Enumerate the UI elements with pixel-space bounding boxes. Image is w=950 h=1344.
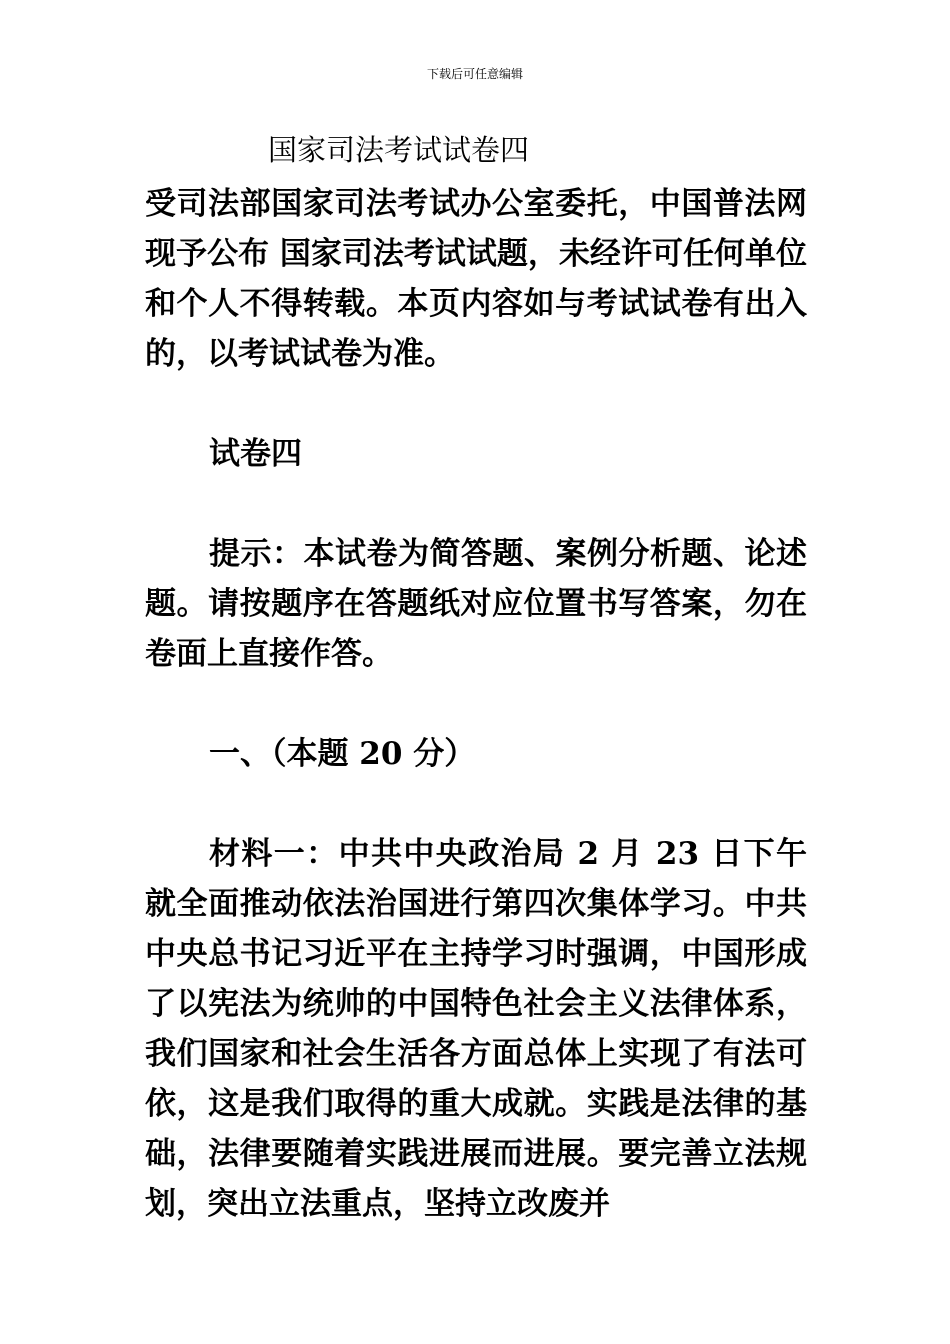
spacer [145, 479, 807, 529]
spacer [145, 679, 807, 729]
tip-paragraph: 提示：本试卷为简答题、案例分析题、论述题。请按题序在答题纸对应位置书写答案，勿在卷面上直接作答。 [145, 536, 807, 672]
header-note: 下载后可任意编辑 [426, 67, 523, 81]
material-paragraph: 材料一：中共中央政治局 2 月 23 日下午就全面推动依法治国进行第四次集体学习。中共中央总书记习近平在主持学习时强调，中国形成了以宪法为统帅的中国特色社会主义法律体系，我们国家和社会生活各方面总体上实现了有法可依，这是我们取得的重大成就。实践是法律的基础，法律要随着实践进展而进展。要完善立法规划，突出立法重点，坚持立改废并 [145, 836, 807, 1222]
intro-paragraph: 受司法部国家司法考试办公室委托，中国普法网现予公布 国家司法考试试题，未经许可任何单位和个人不得转载。本页内容如与考试试卷有出入的，以考试试卷为准。 [145, 186, 807, 372]
question-heading: 一、（本题 20 分） [209, 736, 476, 772]
section-title: 试卷四 [209, 436, 302, 472]
spacer [145, 379, 807, 429]
document-body [145, 179, 807, 1229]
spacer [145, 779, 807, 829]
document-title: 国家司法考试试卷四 [268, 133, 530, 167]
